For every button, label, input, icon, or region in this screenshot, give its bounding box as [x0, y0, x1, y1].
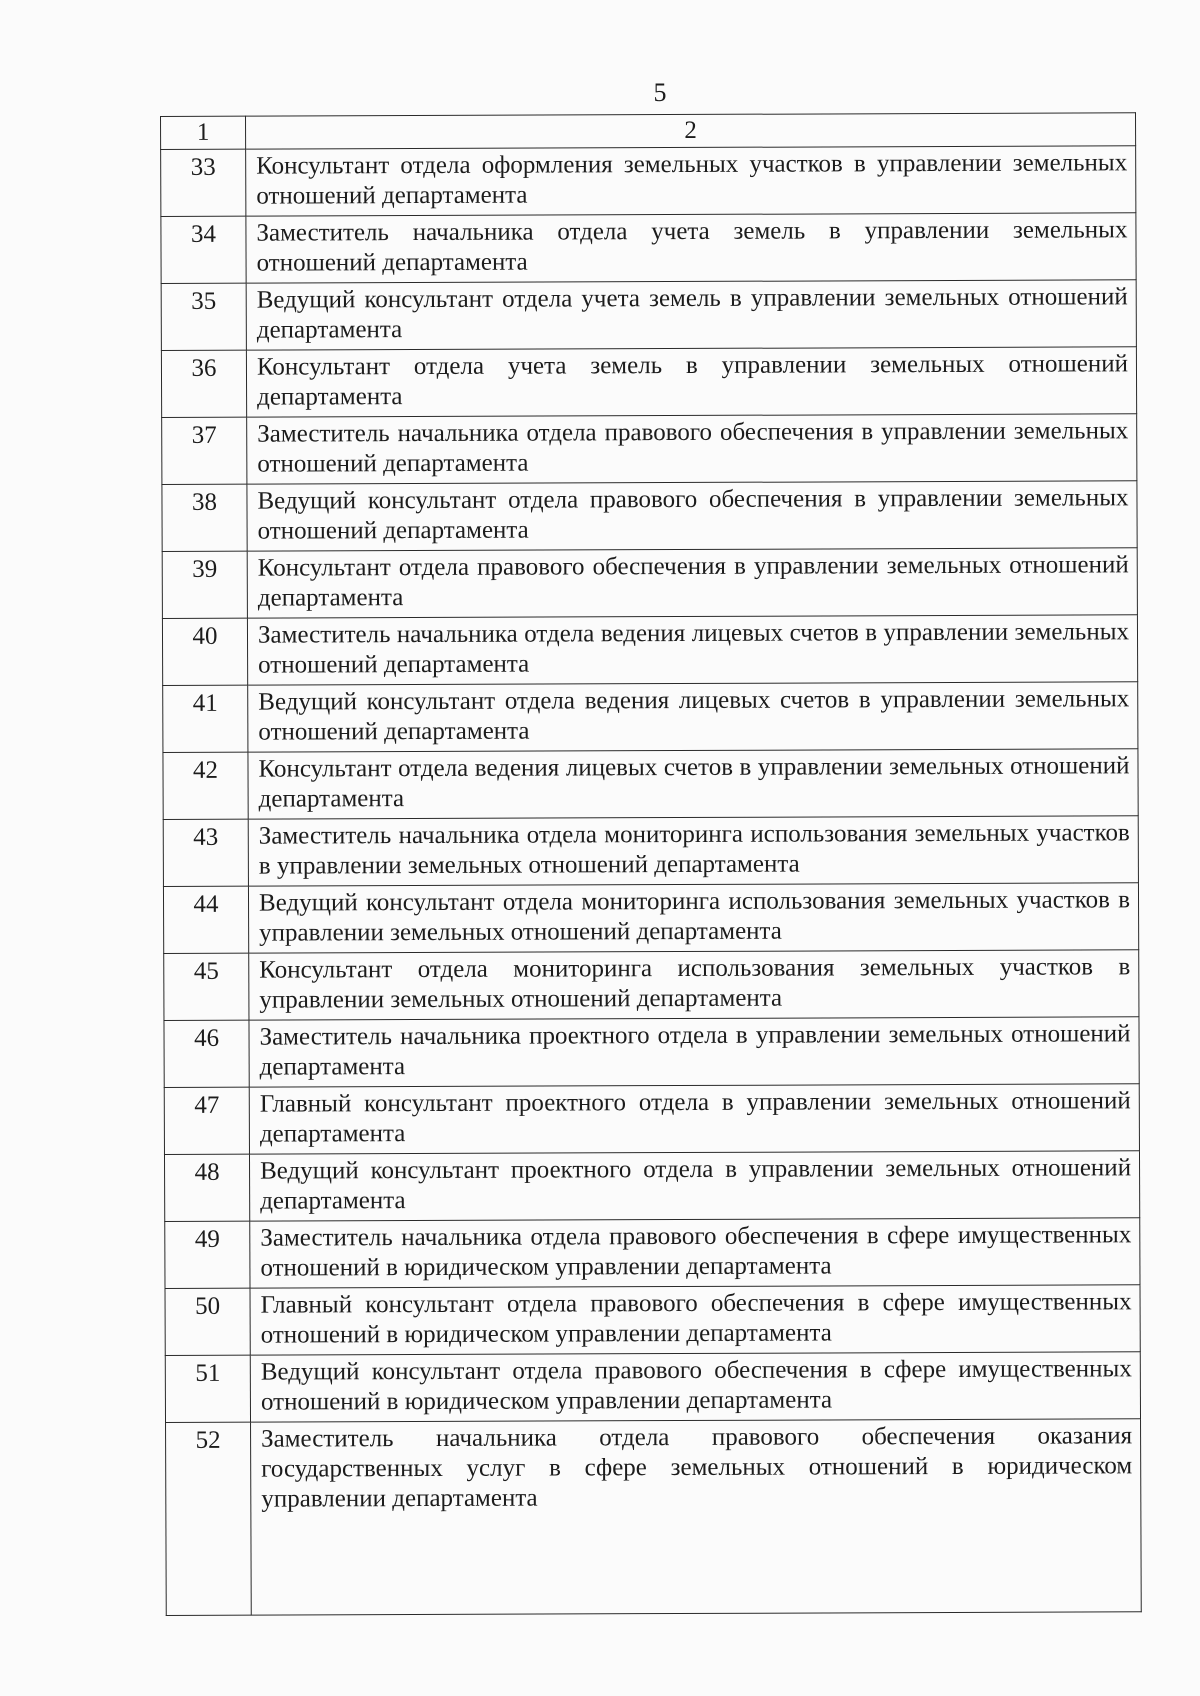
row-number: 34 — [161, 216, 246, 283]
table-row — [164, 950, 1139, 1021]
row-number: 51 — [165, 1355, 250, 1422]
row-number: 40 — [162, 618, 247, 685]
table-row — [163, 883, 1138, 954]
row-number: 45 — [164, 953, 249, 1020]
table-row — [162, 615, 1137, 686]
table-row — [165, 1352, 1140, 1423]
row-number: 41 — [163, 685, 248, 752]
row-number: 36 — [161, 350, 246, 417]
row-number: 38 — [162, 484, 247, 551]
position-title: Ведущий консультант отдела учета земель в управлении земельных отношений департамента — [246, 280, 1136, 350]
row-number: 44 — [163, 886, 248, 953]
column-header-position: 2 — [246, 113, 1136, 149]
row-number: 39 — [162, 551, 247, 618]
row-number: 52 — [166, 1422, 252, 1615]
row-number: 46 — [164, 1020, 249, 1087]
table-row — [165, 1285, 1140, 1356]
position-title: Заместитель начальника отдела правового обеспечения оказания государственных услуг в сфере земельных отношений в юридическом управлении департамента — [251, 1419, 1142, 1615]
table-row — [161, 146, 1136, 217]
table-row — [164, 1084, 1139, 1155]
positions-table — [160, 112, 1142, 1616]
row-number: 35 — [161, 283, 246, 350]
row-number: 33 — [161, 149, 246, 216]
position-title: Заместитель начальника отдела мониторинга использования земельных участков в управлении земельных отношений департамента — [248, 816, 1138, 886]
table-row — [162, 414, 1137, 485]
page-number: 5 — [653, 78, 667, 107]
table-row — [163, 816, 1138, 887]
table-row — [161, 280, 1136, 351]
position-title: Заместитель начальника отдела учета земель в управлении земельных отношений департамента — [246, 213, 1136, 283]
row-number: 42 — [163, 752, 248, 819]
position-title: Консультант отдела ведения лицевых счетов в управлении земельных отношений департамента — [248, 749, 1138, 819]
position-title: Заместитель начальника отдела ведения лицевых счетов в управлении земельных отношений департамента — [247, 615, 1137, 685]
row-number: 50 — [165, 1288, 250, 1355]
table-row — [163, 682, 1138, 753]
row-number: 47 — [164, 1087, 249, 1154]
row-number: 48 — [164, 1154, 249, 1221]
position-title: Главный консультант проектного отдела в управлении земельных отношений департамента — [249, 1084, 1139, 1154]
position-title: Заместитель начальника отдела правового обеспечения в сфере имущественных отношений в юридическом управлении департамента — [250, 1218, 1140, 1288]
table-row — [161, 347, 1136, 418]
table-row — [162, 481, 1137, 552]
table-row — [164, 1017, 1139, 1088]
position-title: Ведущий консультант отдела правового обеспечения в сфере имущественных отношений в юридическом управлении департамента — [250, 1352, 1140, 1422]
position-title: Главный консультант отдела правового обеспечения в сфере имущественных отношений в юридическом управлении департамента — [250, 1285, 1140, 1355]
row-number: 43 — [163, 819, 248, 886]
row-number: 37 — [162, 417, 247, 484]
position-title: Заместитель начальника отдела правового обеспечения в управлении земельных отношений департамента — [247, 414, 1137, 484]
table-row — [164, 1151, 1139, 1222]
row-number: 49 — [165, 1221, 250, 1288]
position-title: Консультант отдела учета земель в управлении земельных отношений департамента — [246, 347, 1136, 417]
position-title: Ведущий консультант отдела правового обеспечения в управлении земельных отношений департамента — [247, 481, 1137, 551]
position-title: Консультант отдела правового обеспечения в управлении земельных отношений департамента — [247, 548, 1137, 618]
position-title: Ведущий консультант отдела мониторинга использования земельных участков в управлении земельных отношений департамента — [248, 883, 1138, 953]
position-title: Консультант отдела мониторинга использования земельных участков в управлении земельных отношений департамента — [249, 950, 1139, 1020]
table-header-row — [161, 113, 1136, 150]
table-row — [161, 213, 1136, 284]
positions-table-container — [160, 112, 1141, 1616]
table-row — [165, 1218, 1140, 1289]
position-title: Ведущий консультант отдела ведения лицевых счетов в управлении земельных отношений департамента — [248, 682, 1138, 752]
table-row — [163, 749, 1138, 820]
positions-table-body — [161, 113, 1142, 1616]
table-row — [166, 1419, 1142, 1616]
table-row — [162, 548, 1137, 619]
position-title: Консультант отдела оформления земельных участков в управлении земельных отношений департамента — [246, 146, 1136, 216]
position-title: Заместитель начальника проектного отдела в управлении земельных отношений департамента — [249, 1017, 1139, 1087]
position-title: Ведущий консультант проектного отдела в управлении земельных отношений департамента — [249, 1151, 1139, 1221]
column-header-number: 1 — [161, 116, 246, 149]
